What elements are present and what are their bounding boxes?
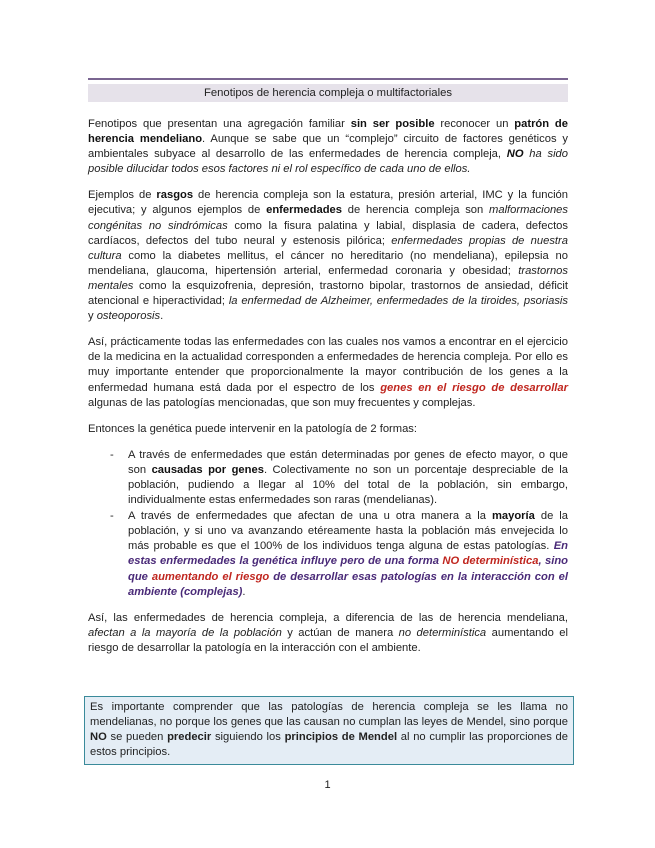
header-rule (88, 78, 568, 80)
text-run: . Aunque se sabe que un “complejo” circuito de factores genéticos y ambientales subyace al desarrollo de las enfermedades de herencia compleja, (88, 133, 568, 161)
paragraph-examples (88, 188, 568, 324)
highlight-run: aumentando el riesgo (151, 570, 270, 583)
text-run: A través de enfermedades que afectan de una u otra manera a la (128, 510, 492, 523)
text-run: siguiendo los (211, 731, 285, 744)
italic-run: no determinística (398, 626, 487, 639)
text-run: se pueden (106, 731, 168, 744)
list-item (88, 448, 568, 508)
italic-run: osteoporosis (96, 310, 161, 323)
text-run: aumentando el riesgo de desarrollar la patología en la interacción con el ambiente. (88, 626, 568, 654)
bold-run: rasgos (156, 189, 194, 202)
emphasis-run: , sino que (128, 555, 569, 583)
list-item (88, 509, 568, 600)
dash-bullet: - (110, 448, 114, 461)
text-run: . (160, 310, 164, 323)
italic-run: trastornos mentales (88, 264, 568, 292)
italic-run: afectan a la mayoría de la población (88, 626, 282, 639)
text-run: de herencia compleja son la estatura, presión arterial, IMC y la función ejecutiva; y algunos ejemplos de (88, 189, 568, 217)
text-run: . (242, 585, 246, 598)
text-run: Ejemplos de (88, 189, 157, 202)
text-run: como la esquizofrenia, depresión, trastorno bipolar, trastornos de ansiedad, déficit atencional e hiperactividad; (88, 279, 568, 308)
text-run: Fenotipos que presentan una agregación familiar (88, 118, 351, 130)
paragraph-summary (88, 611, 568, 656)
text-run: Es importante comprender que las patologías de herencia compleja se les llama no mendelianas, no porque los genes que las causan no cumplan las leyes de Mendel, sino porque (90, 701, 568, 729)
bold-run: principios de Mendel (284, 731, 398, 744)
text-run: y actúan de manera (281, 626, 399, 639)
bold-run: enfermedades (266, 204, 342, 217)
document-body (88, 117, 568, 667)
text-run: Así, prácticamente todas las enfermedades con las cuales nos vamos a encontrar en el ejercicio de la medicina en la actualidad corresponden a enfermedades de herencia compleja. Por ello es muy importante entender que proporcionalmente la mayor contribución de los genes a la enfermedad humana está dada por el espectro de los (88, 336, 568, 394)
highlight-run: NO determinística (442, 555, 539, 568)
bold-run: mayoría (491, 510, 535, 523)
callout-box (84, 696, 574, 765)
text-run: reconocer un (434, 118, 515, 130)
page-number: 1 (324, 779, 331, 791)
text-run: algunas de las patologías mencionadas, que son muy frecuentes y complejas. (88, 396, 476, 409)
section-title: Fenotipos de herencia compleja o multifactoriales (88, 84, 568, 102)
paragraph-definition (88, 117, 568, 177)
text-run: como la fisura palatina y labial, displasia de cadera, defectos cardíacos, defectos del tubo neural y estenosis pilórica; (88, 219, 568, 247)
bold-run: causadas por genes (151, 463, 264, 476)
forms-list (88, 448, 568, 600)
bold-italic-run: NO (506, 148, 524, 161)
paragraph-two-forms: Entonces la genética puede intervenir en la patología de 2 formas: (88, 422, 418, 435)
bold-run: patrón de herencia mendeliano (88, 118, 568, 146)
text-run: de la población, y si uno va avanzando etéreamente hasta la población más envejecida lo más probable es que el 100% de los individuos tenga alguna de estas patologías. (128, 510, 568, 553)
text-run: y (88, 310, 97, 323)
bold-run: sin ser posible (350, 118, 435, 130)
italic-run: malformaciones congénitas no sindrómicas (88, 204, 568, 232)
text-run: Así, las enfermedades de herencia compleja, a diferencia de las de herencia mendeliana, (88, 611, 568, 624)
text-run: de herencia compleja son (342, 204, 490, 217)
paragraph-medicine (88, 335, 568, 410)
bold-run: predecir (167, 731, 212, 744)
italic-run: enfermedades propias de nuestra cultura (88, 234, 568, 262)
text-run: como la diabetes mellitus, el cáncer no hereditario (no mendeliana), epilepsia no mendeliana, glaucoma, hipertensión arterial, enfermedad coronaria y obesidad; (88, 249, 568, 277)
italic-run: ha sido posible dilucidar todos esos factores ni el rol específico de cada uno de ellos. (88, 148, 568, 176)
italic-run: la enfermedad de Alzheimer, enfermedades de la tiroides, psoriasis (228, 295, 568, 308)
text-run: al no cumplir las proporciones de estos principios. (90, 731, 568, 759)
text-run: A través de enfermedades que están determinadas por genes de efecto mayor, o que son (128, 448, 568, 476)
dash-bullet: - (110, 510, 114, 523)
emphasis-run: de desarrollar esas patologías en la interacción con el ambiente (complejas) (128, 570, 568, 598)
highlight-run: genes en el riesgo de desarrollar (380, 381, 568, 394)
emphasis-run: En estas enfermedades la genética influye pero de una forma (128, 540, 568, 568)
text-run: . Colectivamente no son un porcentaje despreciable de la población, pudiendo a llegar al 10% del total de la población, sin embargo, individualmente estas enfermedades son raras (mendelianas). (128, 463, 568, 507)
bold-run: NO (90, 731, 107, 744)
